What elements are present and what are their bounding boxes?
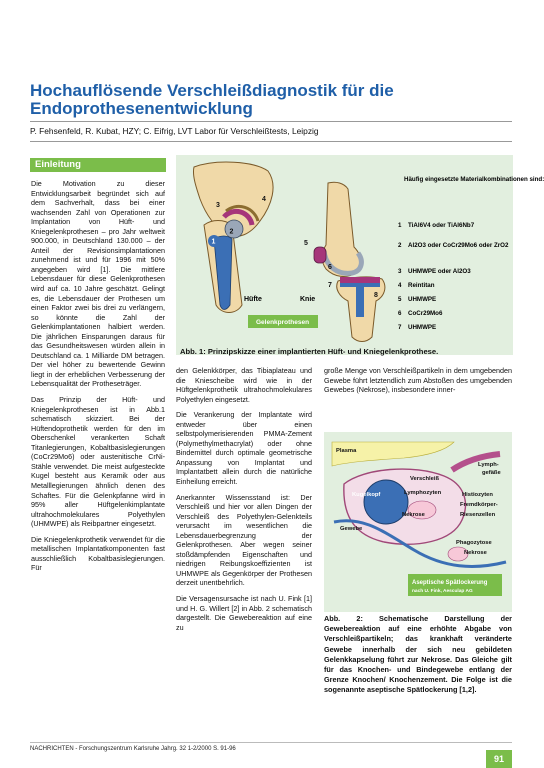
label-plasma: Plasma (336, 448, 357, 454)
text-column-2 (176, 366, 312, 638)
figure-1-illustration (176, 155, 544, 355)
legend-text-7: UHMWPE (408, 324, 437, 331)
marker-1-label: 1 (211, 238, 216, 246)
legend-text-6: CoCr29Mo6 (408, 310, 443, 317)
legend-n-3: 3 (398, 268, 402, 275)
label-giant-cells-1: Fremdkörper- (460, 502, 498, 508)
paragraph: Die Verankerung der Implantate wird entweder über einen selbstpolymerisierenden PMMA-Zement (Polymethylmethacrylat) oder ohne Bindemittel durch optimale geometrische Anpassung von Implantat und Implantatbett allein durch die natürliche Einheilung erreicht. (176, 410, 312, 487)
legend-n-1: 1 (398, 222, 402, 229)
title-rule (30, 121, 512, 122)
tibial-stem (356, 287, 364, 317)
marker-8-label: 8 (374, 292, 378, 299)
text-column-1 (31, 179, 165, 579)
legend-n-6: 6 (398, 310, 402, 317)
paragraph: Das Prinzip der Hüft- und Kniegelenkprothesen ist in Abb.1 schematisch skizziert. Bei der Hüftendoprothetik werden für den im Oberschenkel verankerten Schaft Titanlegierungen, Kobaltbasislegierungen (CoCr29Mo6) oder austenitische CrNi-Stähle verwendet. Die meist aufgesteckte Kugel besteht aus Keramik oder aus Metalllegierungen ähnlich denen des Schaftes. Für die Gelenkpfanne wird in 95% aller Hüftgelenkimplantate ultrahochmolekulares Polyethylen (UHMWPE) als Reibpartner eingesetzt. (31, 395, 165, 529)
label-tissue: Gewebe (340, 526, 363, 532)
article-title: Hochauflösende Verschleißdiagnostik für die Endoprothesenentwicklung (30, 81, 394, 118)
label-necrosis: Nekrose (402, 512, 425, 518)
page-number: 91 (486, 750, 512, 768)
tibial-insert (340, 277, 380, 283)
marker-5-label: 5 (304, 240, 308, 247)
figure-2 (324, 432, 512, 612)
figure-1 (176, 155, 544, 355)
patella-component (314, 247, 326, 263)
section-heading: Einleitung (30, 158, 166, 172)
fig2-banner-source: nach U. Fink, Aesculap AG (412, 589, 473, 594)
page-footer: NACHRICHTEN - Forschungszentrum Karlsruhe Jahrg. 32 1-2/2000 S. 91-96 (30, 746, 236, 752)
authors-line: P. Fehsenfeld, R. Kubat, HZY; C. Eifrig, LVT Labor für Verschleißtests, Leipzig (30, 126, 319, 136)
legend-text-4: Reintitan (408, 282, 435, 289)
legend-n-4: 4 (398, 282, 402, 289)
marker-4-label: 4 (262, 196, 266, 203)
label-wear: Verschleiß (410, 476, 440, 482)
paragraph: Anerkannter Wissensstand ist: Der Verschleiß und hier vor allen Dingen der Verschleiß des Polyethylen-Gelenkteils verursacht im wesentlichen die Lebensdauerbegrenzung der Gelenkprothesen. Aber wegen seiner stoßdämpfenden Eigenschaften und niedrigen Reibungskoeffizienten ist UHMWPE als Gegenkörper der Prothesen derzeit unentbehrlich. (176, 492, 312, 588)
label-histiocytes: Histiozyten (462, 492, 493, 498)
fig2-banner-title: Aseptische Spätlockerung (412, 580, 488, 586)
text-column-3 (324, 366, 512, 401)
figure-1-caption: Abb. 1: Prinzipskizze einer implantierten Hüft- und Kniegelenkprothese. (180, 347, 439, 356)
legend-text-5: UHMWPE (408, 296, 437, 303)
legend-n-7: 7 (398, 324, 402, 331)
legend-n-2: 2 (398, 242, 402, 249)
marker-7-label: 7 (328, 282, 332, 289)
paragraph: Die Versagensursache ist nach U. Fink [1] und H. G. Willert [2] in Abb. 2 schematisch dargestellt. Die Gewebereaktion auf eine zu (176, 594, 312, 632)
legend-text-1: TiAl6V4 oder TiAl6Nb7 (408, 222, 475, 229)
tibial-tray (340, 283, 380, 287)
figure-2-illustration (324, 432, 512, 612)
label-giant-cells-2: Riesenzellen (460, 512, 496, 518)
legend-text-3: UHMWPE oder Al2O3 (408, 268, 471, 275)
label-hip: Hüfte (244, 296, 262, 303)
footer-rule (30, 742, 512, 743)
legend-title: Häufig eingesetzte Materialkombinationen sind: (404, 176, 544, 183)
label-head: Kugelkopf (352, 492, 381, 498)
legend-list (398, 222, 509, 331)
legend-text-2: Al2O3 oder CoCr29Mo6 oder ZrO2 (408, 242, 509, 249)
label-lymph-1: Lymph- (478, 462, 499, 468)
marker-6-label: 6 (328, 264, 332, 271)
authors-rule (30, 141, 512, 142)
marker-3-label: 3 (216, 202, 220, 209)
label-lymphocytes: Lymphozyten (404, 490, 442, 496)
label-knee: Knie (300, 296, 316, 303)
marker-2-label: 2 (229, 228, 234, 236)
paragraph: Die Motivation zu dieser Entwicklungsarbeit begründet sich auf dem Sachverhalt, dass bei einer wachsenden Zahl von Operationen zur Implantation von Hüft- und Kniegelenkprothesen – pro Jahr weltweit 900.000, in Deutschland 130.000 – der Anteil der Revisionsimplantationen zunehmend ist und für 1996 mit 50% angegeben wird [1]. Die mittlere Lebensdauer für diese Gelenkprothesen wird auf ca. 10 Jahre geschätzt. Gelingt es, die Lebensdauer der Prothesen um einen Faktor zwei bis drei zu verlängern, so könnte die Zahl der Gelenkimplantationen halbiert werden. Die jährlichen Einsparungen daraus für das Gesundheitswesen würden allein in Deutschland ca. 1 Milliarde DM betragen. Der viel höher zu bewertende Gewinn liegt in der erheblichen Verbesserung der Lebensqualität der Protheseträger. (31, 179, 165, 389)
legend-title-line (404, 176, 544, 183)
banner-gelenkprothesen-label: Gelenkprothesen (256, 319, 310, 326)
paragraph: Die Kniegelenkprothetik verwendet für die metallischen Implantatkomponenten fast ausschließlich Kobaltbasislegierungen. Für (31, 534, 165, 573)
label-phagocytosis: Phagozytose (456, 540, 492, 546)
paragraph: den Gelenkkörper, das Tibiaplateau und die Kniescheibe wird wie in der Hüftgelenkprothetik ultrahochmolekulares Polyethylen eingesetzt. (176, 366, 312, 404)
label-phago-necrosis: Nekrose (464, 550, 487, 556)
paragraph: große Menge von Verschleißpartikeln in dem umgebenden Gewebe führt letztendlich zum Abstoßen des umgebenden Gewebes (Nekrose), insbesondere inner- (324, 366, 512, 395)
label-lymph-2: gefäße (482, 470, 501, 476)
legend-n-5: 5 (398, 296, 402, 303)
figure-2-caption: Abb. 2: Schematische Darstellung der Gewebereaktion auf eine erhöhte Abgabe von Verschleißpartikeln; das krankhaft veränderte Gewebe innerhalb der sich neu gebildeten Gelenkkapselung führt zur Nekrose. Das Gleiche gilt für das Knochen- und Bindegewebe entlang der Grenze Knochen/ Knochenzement. Die Folge ist die sogenannte aseptische Spätlockerung [1,2]. (324, 614, 512, 695)
